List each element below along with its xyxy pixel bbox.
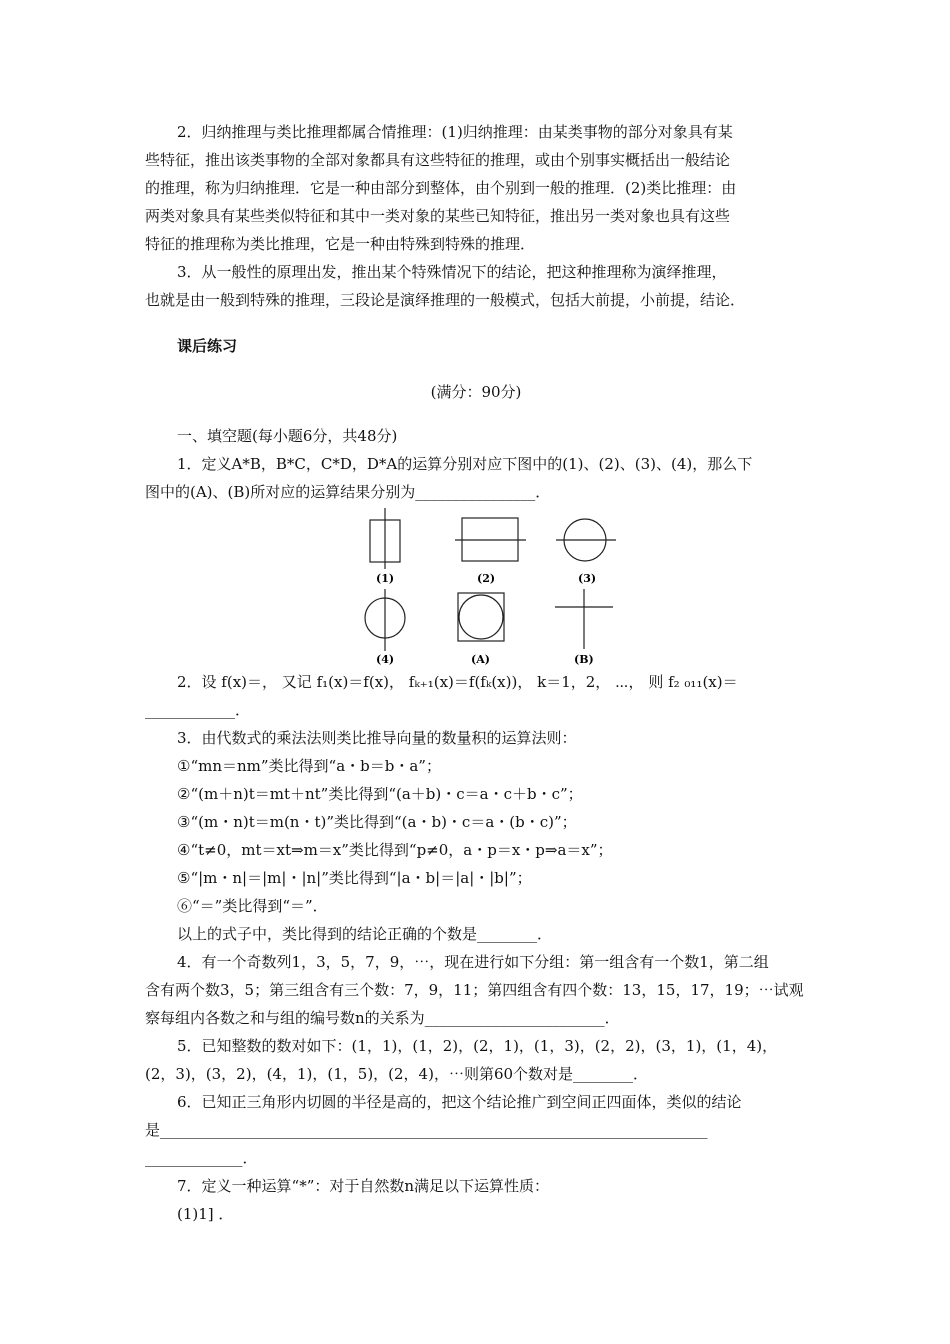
question-3-line: ②“(m＋n)t＝mt＋nt”类比得到“(a＋b)・c＝a・c＋b・c”； <box>177 785 583 803</box>
para-line: 的推理，称为归纳推理．它是一种由部分到整体，由个别到一般的推理．(2)类比推理：由 <box>145 179 737 197</box>
question-6-line: 6．已知正三角形内切圆的半径是高的，把这个结论推广到空间正四面体，类似的结论 <box>177 1093 742 1111</box>
para-line: 2．归纳推理与类比推理都属合情推理：(1)归纳推理：由某类事物的部分对象具有某 <box>177 123 733 141</box>
question-3-line: ①“mn＝nm”类比得到“a・b＝b・a”； <box>177 757 441 775</box>
score-note: (满分：90分) <box>430 383 522 401</box>
part-heading: 一、填空题(每小题6分，共48分) <box>177 427 398 445</box>
question-1-line: 1．定义A*B，B*C，C*D，D*A的运算分别对应下图中的(1)、(2)、(3)、(4)，那么下 <box>177 455 753 473</box>
fig-label-4: (4) <box>376 653 395 666</box>
fig-label-B: (B) <box>574 653 594 666</box>
para-line: 3．从一般性的原理出发，推出某个特殊情况下的结论，把这种推理称为演绎推理， <box>177 263 727 281</box>
question-3-line: ⑤“|m・n|＝|m|・|n|”类比得到“|a・b|＝|a|・|b|”； <box>177 869 532 887</box>
question-3-line: 3．由代数式的乘法法则类比推导向量的数量积的运算法则： <box>177 729 577 747</box>
question-2-line: ____________． <box>145 701 251 719</box>
para-line: 些特征，推出该类事物的全部对象都具有这些特征的推理，或由个别事实概括出一般结论 <box>145 151 731 169</box>
question-7-line: 7．定义一种运算“*”：对于自然数n满足以下运算性质： <box>177 1177 550 1195</box>
figA-square <box>458 593 504 641</box>
question-2-line: 2．设 f(x)＝， 又记 f₁(x)＝f(x)， fₖ₊₁(x)＝f(fₖ(x))， k＝1，2， ⋯， 则 f₂ ₀₁₁(x)＝ <box>177 673 738 691</box>
figure-svg <box>340 505 640 670</box>
section-title: 课后练习 <box>177 337 238 355</box>
fig-label-2: (2) <box>477 572 496 585</box>
figA-circle <box>459 595 503 639</box>
fig-label-3: (3) <box>578 572 597 585</box>
question-5-line: (2，3)，(3，2)，(4，1)，(1，5)，(2，4)，⋯则第60个数对是________． <box>145 1065 649 1083</box>
question-4-line: 察每组内各数之和与组的编号数n的关系为________________________． <box>145 1009 620 1027</box>
question-4-line: 含有两个数3，5；第三组含有三个数：7，9，11；第四组含有四个数：13，15，17，19；⋯试观 <box>145 981 804 999</box>
question-3-line: 以上的式子中，类比得到的结论正确的个数是________． <box>177 925 553 943</box>
question-3-line: ⑥“＝”类比得到“＝”． <box>177 897 328 915</box>
question-3-line: ④“t≠0，mt＝xt⇒m＝x”类比得到“p≠0，a・p＝x・p⇒a＝x”； <box>177 841 613 859</box>
question-6-line: _____________． <box>145 1149 258 1167</box>
question-7-line: (1)1] ． <box>177 1205 234 1223</box>
operation-figure <box>340 505 640 670</box>
question-1-line: 图中的(A)、(B)所对应的运算结果分别为________________． <box>145 483 551 501</box>
para-line: 也就是由一般到特殊的推理，三段论是演绎推理的一般模式，包括大前提，小前提，结论． <box>145 291 746 309</box>
fig-label-A: (A) <box>471 653 490 666</box>
question-5-line: 5．已知整数的数对如下：(1，1)，(1，2)，(2，1)，(1，3)，(2，2)，(3，1)，(1，4)， <box>177 1037 778 1055</box>
question-6-line: 是_________________________________________________________________________ <box>145 1121 708 1139</box>
question-3-line: ③“(m・n)t＝m(n・t)”类比得到“(a・b)・c＝a・(b・c)”； <box>177 813 577 831</box>
question-4-line: 4．有一个奇数列1，3，5，7，9，⋯，现在进行如下分组：第一组含有一个数1，第二组 <box>177 953 769 971</box>
fig-label-1: (1) <box>376 572 395 585</box>
para-line: 特征的推理称为类比推理，它是一种由特殊到特殊的推理． <box>145 235 536 253</box>
para-line: 两类对象具有某些类似特征和其中一类对象的某些已知特征，推出另一类对象也具有这些 <box>145 207 731 225</box>
